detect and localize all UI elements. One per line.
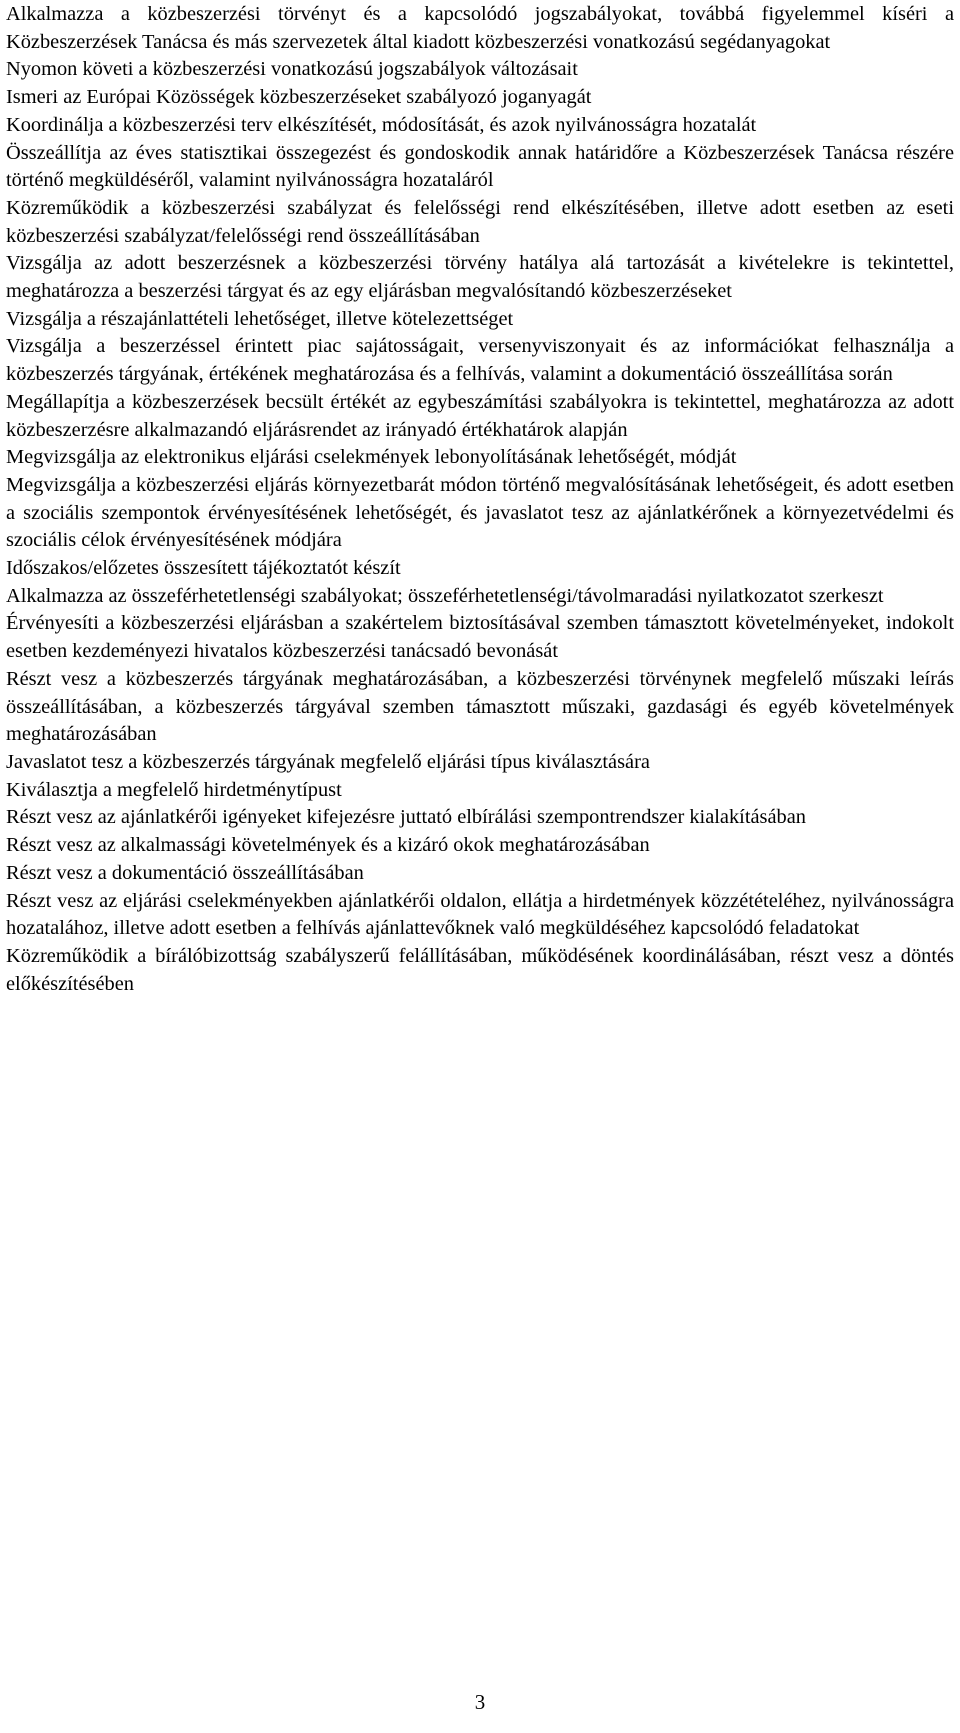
paragraph: Vizsgálja az adott beszerzésnek a közbeszerzési törvény hatálya alá tartozását a kivételekre is tekintettel, meghatározza a beszerzési tárgyat és az egy eljárásban megvalósítandó közbeszerzéseket bbox=[6, 252, 954, 303]
paragraph: Részt vesz az alkalmassági követelmények és a kizáró okok meghatározásában bbox=[6, 834, 650, 857]
paragraph: Megvizsgálja az elektronikus eljárási cselekmények lebonyolításának lehetőségét, módját bbox=[6, 446, 737, 469]
paragraph: Nyomon követi a közbeszerzési vonatkozású jogszabályok változásait bbox=[6, 58, 578, 81]
document-body bbox=[6, 1, 954, 998]
paragraph: Megállapítja a közbeszerzések becsült értékét az egybeszámítási szabályokra is tekintettel, meghatározza az adott közbeszerzésre alkalmazandó eljárásrendet az irányadó értékhatárok alapján bbox=[6, 390, 954, 441]
paragraph: Részt vesz az ajánlatkérői igényeket kifejezésre juttató elbírálási szempontrendszer kialakításában bbox=[6, 806, 806, 829]
paragraph: Időszakos/előzetes összesített tájékoztatót készít bbox=[6, 557, 401, 580]
paragraph: Közreműködik a közbeszerzési szabályzat és felelősségi rend elkészítésében, illetve adott esetben az eseti közbeszerzési szabályzat/felelősségi rend összeállításában bbox=[6, 196, 954, 247]
paragraph: Alkalmazza az összeférhetetlenségi szabályokat; összeférhetetlenségi/távolmaradási nyilatkozatot szerkeszt bbox=[6, 584, 884, 607]
paragraph: Vizsgálja a beszerzéssel érintett piac sajátosságait, versenyviszonyait és az információkat felhasználja a közbeszerzés tárgyának, értékének meghatározása és a felhívás, valamint a dokumentáció összeállítása során bbox=[6, 335, 954, 386]
paragraph: Vizsgálja a részajánlattételi lehetőséget, illetve kötelezettséget bbox=[6, 307, 514, 330]
page-number: 3 bbox=[474, 1690, 486, 1714]
paragraph: Közreműködik a bírálóbizottság szabályszerű felállításában, működésének koordinálásában, részt vesz a döntés előkészítésében bbox=[6, 944, 954, 995]
paragraph: Ismeri az Európai Közösségek közbeszerzéseket szabályozó joganyagát bbox=[6, 86, 592, 109]
paragraph: Koordinálja a közbeszerzési terv elkészítését, módosítását, és azok nyilvánosságra hozatalát bbox=[6, 113, 757, 136]
paragraph: Részt vesz az eljárási cselekményekben ajánlatkérői oldalon, ellátja a hirdetmények közzétételéhez, nyilvánosságra hozatalához, illetve adott esetben a felhívás ajánlattevőknek való megküldéséhez kapcsolódó feladatokat bbox=[6, 889, 954, 940]
paragraph: Részt vesz a közbeszerzés tárgyának meghatározásában, a közbeszerzési törvénynek megfelelő műszaki leírás összeállításában, a közbeszerzés tárgyával szemben támasztott műszaki, gazdasági és egyéb követelmények meghatározásában bbox=[6, 667, 954, 746]
paragraph: Megvizsgálja a közbeszerzési eljárás környezetbarát módon történő megvalósításának lehetőségeit, és adott esetben a szociális szempontok érvényesítésének lehetőségét, és javaslatot tesz az ajánlatkérőnek a környezetvédelmi és szociális célok érvényesítésének módjára bbox=[6, 473, 954, 552]
paragraph: Érvényesíti a közbeszerzési eljárásban a szakértelem biztosításával szemben támasztott követelményeket, indokolt esetben kezdeményezi hivatalos közbeszerzési tanácsadó bevonását bbox=[6, 612, 954, 663]
paragraph: Kiválasztja a megfelelő hirdetménytípust bbox=[6, 778, 342, 801]
paragraph: Javaslatot tesz a közbeszerzés tárgyának megfelelő eljárási típus kiválasztására bbox=[6, 750, 650, 773]
paragraph: Részt vesz a dokumentáció összeállításában bbox=[6, 861, 364, 884]
paragraph: Alkalmazza a közbeszerzési törvényt és a kapcsolódó jogszabályokat, továbbá figyelemmel kíséri a Közbeszerzések Tanácsa és más szervezetek által kiadott közbeszerzési vonatkozású segédanyagokat bbox=[6, 3, 954, 53]
paragraph: Összeállítja az éves statisztikai összegezést és gondoskodik annak határidőre a Közbeszerzések Tanácsa részére történő megküldéséről, valamint nyilvánosságra hozataláról bbox=[6, 141, 954, 192]
